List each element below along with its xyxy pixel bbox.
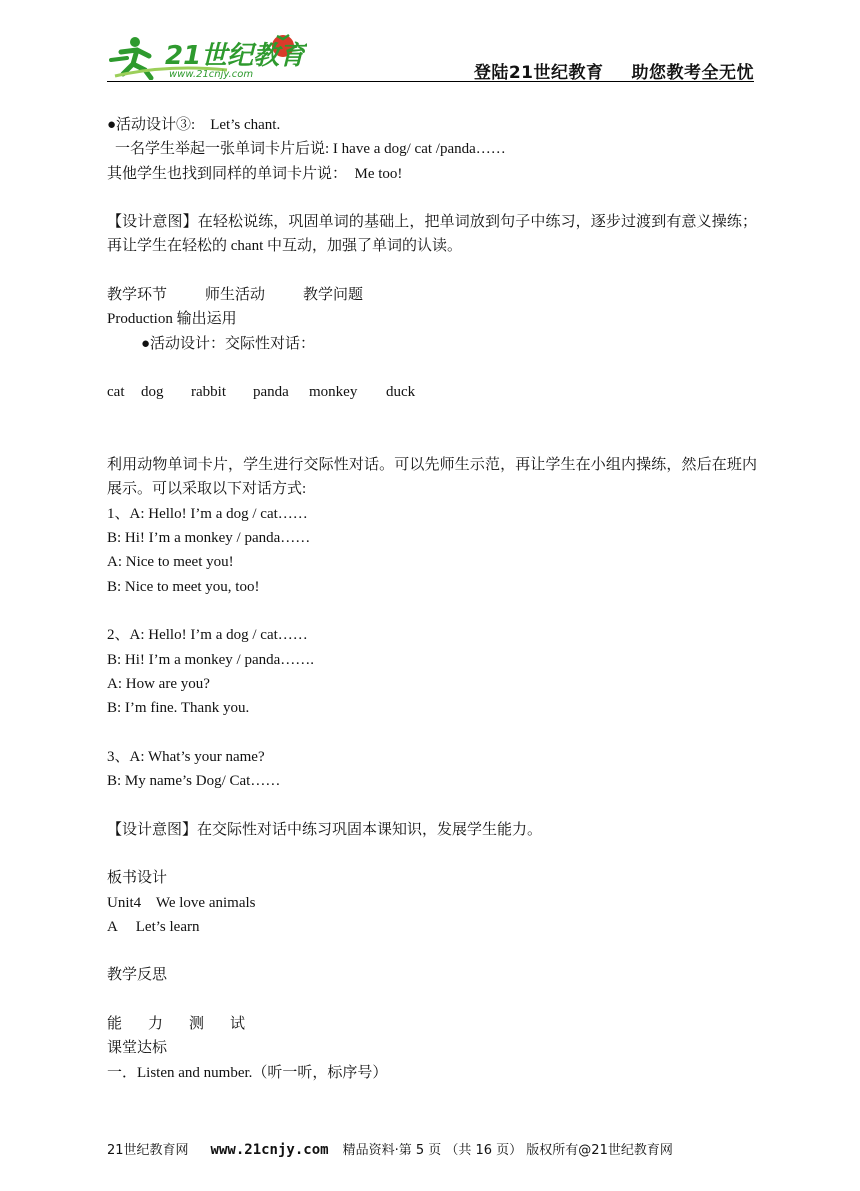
footer-page-info: 精品资料·第 5 页 （共 16 页） 版权所有@21世纪教育网 xyxy=(342,1143,673,1158)
page-footer xyxy=(107,1139,767,1158)
dialogue-line: B: My name’s Dog/ Cat…… xyxy=(107,773,281,790)
dialogue-line: 1、A: Hello! I’m a dog / cat…… xyxy=(107,505,308,522)
dialogue-line: B: I’m fine. Thank you. xyxy=(107,700,250,717)
header-cell: 教学环节 xyxy=(107,287,168,304)
dialogue-line: 2、A: Hello! I’m a dog / cat…… xyxy=(107,627,308,644)
dialogue-line: B: Nice to meet you, too! xyxy=(107,578,260,595)
slogan-right: 助您教考全无忧 xyxy=(631,63,754,83)
animal-word: rabbit xyxy=(191,384,226,401)
dialogue-line: 3、A: What’s your name? xyxy=(107,748,265,765)
activity3-title: ●活动设计③: Let’s chant. xyxy=(107,117,281,133)
table-header-row xyxy=(107,283,757,307)
heading-char: 测 xyxy=(189,1015,205,1032)
page-header xyxy=(107,30,754,82)
header-divider xyxy=(107,81,754,82)
heading-char: 能 xyxy=(107,1015,123,1032)
board-design-title: 板书设计 xyxy=(107,870,168,887)
activity3-desc2: 其他学生也找到同样的单词卡片说： Me too! xyxy=(107,165,403,182)
heading-char: 试 xyxy=(230,1015,246,1032)
dialogue-line: A: How are you? xyxy=(107,675,210,692)
footer-site: 21世纪教育网 xyxy=(107,1143,189,1158)
animal-word: cat xyxy=(107,384,125,401)
animal-word: dog xyxy=(141,384,164,401)
exercise-1: 一．Listen and number.（听一听，标序号） xyxy=(107,1064,388,1081)
board-part: A Let’s learn xyxy=(107,918,200,935)
design-intent-1: 【设计意图】在轻松说练，巩固单词的基础上，把单词放到句子中练习，逐步过渡到有意义操练；再让学生在轻松的 chant 中互动，加强了单词的认读。 xyxy=(107,214,757,255)
logo-url: www.21cnjy.com xyxy=(169,69,254,80)
footer-url[interactable]: www.21cnjy.com xyxy=(210,1142,329,1158)
class-goal: 课堂达标 xyxy=(107,1040,168,1057)
activity3-desc1: 一名学生举起一张单词卡片后说: I have a dog/ cat /panda…… xyxy=(115,141,506,158)
animal-word: panda xyxy=(253,384,289,401)
header-cell: 师生活动 xyxy=(205,287,266,304)
activity-communicative: ●活动设计：交际性对话： xyxy=(141,335,316,352)
teaching-reflection: 教学反思 xyxy=(107,967,168,984)
dialogue-line: A: Nice to meet you! xyxy=(107,554,234,571)
ability-test-heading xyxy=(107,1012,757,1036)
production-heading: Production 输出运用 xyxy=(107,311,237,328)
instructions: 利用动物单词卡片，学生进行交际性对话。可以先师生示范，再让学生在小组内操练，然后在班内展示。可以采取以下对话方式: xyxy=(107,457,757,498)
heading-char: 力 xyxy=(148,1015,164,1032)
header-slogan xyxy=(474,58,754,83)
dialogue-line: B: Hi! I’m a monkey / panda……. xyxy=(107,651,315,668)
header-cell: 教学问题 xyxy=(303,287,364,304)
animal-word: monkey xyxy=(309,384,358,401)
board-unit: Unit4 We love animals xyxy=(107,894,256,911)
dialogue-line: B: Hi! I’m a monkey / panda…… xyxy=(107,530,311,547)
slogan-left: 登陆21世纪教育 xyxy=(473,63,604,83)
logo xyxy=(107,30,307,80)
document-body xyxy=(107,113,757,1085)
logo-wordmark: 21世纪教育 xyxy=(165,41,306,71)
design-intent-2: 【设计意图】在交际性对话中练习巩固本课知识，发展学生能力。 xyxy=(107,821,543,838)
animal-word-list xyxy=(107,380,757,404)
animal-word: duck xyxy=(386,384,416,401)
